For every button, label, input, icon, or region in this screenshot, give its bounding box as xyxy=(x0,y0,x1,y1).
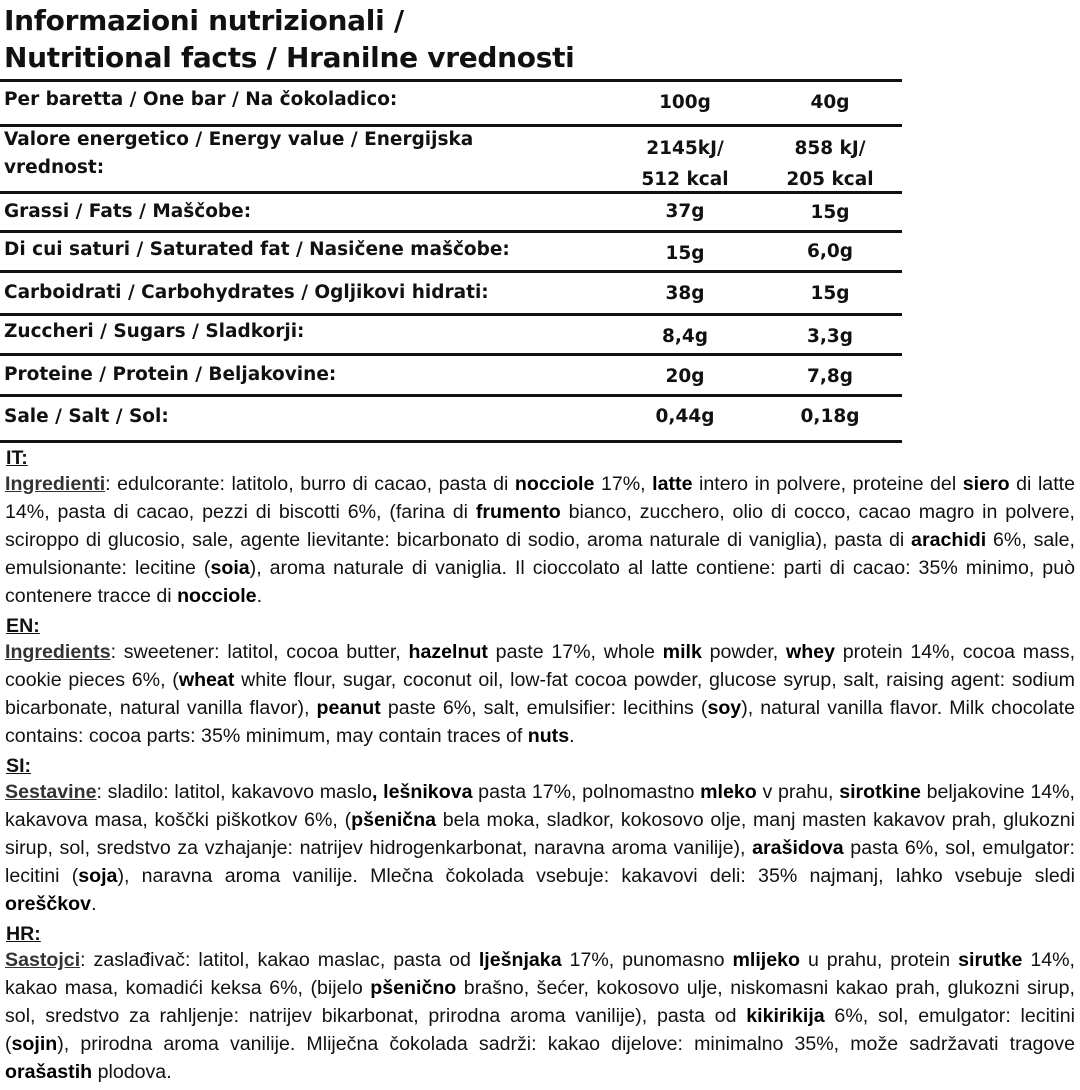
ingredients-paragraph xyxy=(5,778,1075,918)
allergen-term: sirotkine xyxy=(839,781,921,803)
table-row-fats xyxy=(0,194,902,233)
ingredients-text: . xyxy=(256,585,263,607)
allergen-term: peanut xyxy=(316,697,381,719)
value-per-40g: 0,18g xyxy=(800,406,860,427)
allergen-term: soja xyxy=(78,865,118,887)
ingredients-text: intero in polvere, proteine del xyxy=(692,473,963,495)
value-per-40g: 3,3g xyxy=(806,326,853,347)
ingredients-text: di latte 14%, pasta di cacao, pezzi di biscotti 6%, (farina di xyxy=(5,473,1075,523)
ingredients-text: bela moka, sladkor, kokosovo olje, manj masten kakavov prah, glukozni sirup, sol, sredstvo za vzhajanje: natrijev hidrogenkarbonat, naravna aroma vanilije), xyxy=(5,809,1075,859)
ingredients-text: ), naravna aroma vanilije. Mlečna čokolada vsebuje: kakavovi deli: 35% najmanj, lahko vsebuje sledi xyxy=(117,865,1075,887)
ingredients-hr xyxy=(5,922,1075,1086)
allergen-term: arachidi xyxy=(911,529,987,551)
language-label: EN: xyxy=(6,615,40,637)
table-row-salt xyxy=(0,397,902,443)
title-line-2: Nutritional facts / Hranilne vrednosti xyxy=(4,41,575,74)
language-label: IT: xyxy=(6,447,28,469)
language-label: SI: xyxy=(6,755,32,777)
allergen-term: , lešnikova xyxy=(372,781,473,803)
ingredients-text: brašno, šećer, kokosovo ulje, niskomasni kakao prah, glukozni sirup, sol, sredstvo za rahljenje: natrijev bikarbonat, prirodna aroma vanilije), pasta od xyxy=(5,977,1075,1027)
row-label: Zuccheri / Sugars / Sladkorji: xyxy=(4,321,305,342)
allergen-term: siero xyxy=(962,473,1010,495)
allergen-term: arašidova xyxy=(752,837,844,859)
ingredients-heading: Sestavine xyxy=(5,781,97,803)
ingredients-it xyxy=(5,446,1075,610)
row-label: Di cui saturi / Saturated fat / Nasičene maščobe: xyxy=(4,239,510,260)
row-label: Grassi / Fats / Maščobe: xyxy=(4,201,252,222)
table-row-protein xyxy=(0,356,902,397)
page-title xyxy=(4,2,574,76)
table-row-serving xyxy=(0,82,902,127)
ingredients-text: : sweetener: latitol, cocoa butter, xyxy=(110,641,409,663)
allergen-term: mlijeko xyxy=(732,949,801,971)
row-label xyxy=(4,126,473,182)
row-label: Proteine / Protein / Beljakovine: xyxy=(4,364,337,385)
allergen-term: sojin xyxy=(11,1033,58,1055)
allergen-term: mleko xyxy=(700,781,757,803)
allergen-term: pšenična xyxy=(351,809,437,831)
ingredients-text: . xyxy=(91,893,97,915)
value-kj: 858 kJ/ xyxy=(794,138,866,159)
table-row-energy xyxy=(0,127,902,194)
allergen-term: kikirikija xyxy=(746,1005,825,1027)
ingredients-paragraph xyxy=(5,638,1075,750)
value-per-100g: 38g xyxy=(665,283,705,304)
allergen-term: nuts xyxy=(527,725,570,747)
ingredients-text: paste 17%, whole xyxy=(487,641,663,663)
title-line-1: Informazioni nutrizionali / xyxy=(4,4,404,37)
allergen-term: nocciole xyxy=(514,473,595,495)
ingredients-text: ), aroma naturale di vaniglia. Il cioccolato al latte contiene: parti di cacao: 35% minimo, può contenere tracce di xyxy=(5,557,1075,607)
ingredients-section xyxy=(5,446,1075,1090)
nutrition-table xyxy=(0,79,902,443)
ingredients-text: 17%, punomasno xyxy=(561,949,733,971)
value-kcal: 205 kcal xyxy=(786,169,874,190)
ingredients-text: bianco, zucchero, olio di cocco, cacao magro in polvere, sciroppo di glucosio, sale, agente lievitante: bicarbonato di sodio, aroma naturale di vaniglia), pasta di xyxy=(5,501,1075,551)
allergen-term: oreščkov xyxy=(5,893,92,915)
ingredients-text: : edulcorante: latitolo, burro di cacao, pasta di xyxy=(105,473,515,495)
allergen-term: sirutke xyxy=(958,949,1023,971)
ingredients-text: pasta 6%, sol, emulgator: lecitini ( xyxy=(5,837,1075,887)
ingredients-text: plodova. xyxy=(92,1061,172,1083)
ingredients-text: v prahu, xyxy=(756,781,840,803)
value-per-40g: 15g xyxy=(810,202,850,223)
ingredients-text: . xyxy=(569,725,575,747)
allergen-term: soia xyxy=(210,557,250,579)
value-per-100g xyxy=(610,133,760,195)
table-row-carbohydrates xyxy=(0,273,902,316)
allergen-term: lješnjaka xyxy=(478,949,562,971)
ingredients-text: 6%, sale, emulsionante: lecitine ( xyxy=(5,529,1075,579)
allergen-term: soy xyxy=(707,697,742,719)
ingredients-text: white flour, sugar, coconut oil, low-fat cocoa powder, glucose syrup, salt, raising agent: sodium bicarbonate, natural vanilla flavor), xyxy=(5,669,1075,719)
allergen-term: wheat xyxy=(178,669,235,691)
value-per-100g: 37g xyxy=(665,201,705,222)
value-per-100g: 100g xyxy=(659,92,711,113)
ingredients-text: ), prirodna aroma vanilije. Mliječna čokolada sadrži: kakao dijelove: minimalno 35%, može sadržavati tragove xyxy=(57,1033,1075,1055)
ingredients-text: 17%, xyxy=(594,473,653,495)
value-per-40g: 15g xyxy=(810,283,850,304)
allergen-term: pšenično xyxy=(370,977,457,999)
value-per-100g: 20g xyxy=(665,366,705,387)
ingredients-paragraph xyxy=(5,946,1075,1086)
allergen-term: milk xyxy=(662,641,702,663)
value-kcal: 512 kcal xyxy=(641,169,729,190)
value-per-100g: 0,44g xyxy=(655,406,715,427)
value-per-100g: 15g xyxy=(665,243,705,264)
row-label: Per baretta / One bar / Na čokoladico: xyxy=(4,89,398,110)
value-per-40g: 6,0g xyxy=(806,241,853,262)
allergen-term: hazelnut xyxy=(408,641,488,663)
ingredients-text: 6%, sol, emulgator: lecitini ( xyxy=(5,1005,1075,1055)
allergen-term: frumento xyxy=(475,501,561,523)
ingredients-heading: Ingredients xyxy=(5,641,111,663)
allergen-term: orašastih xyxy=(5,1061,93,1083)
allergen-term: latte xyxy=(652,473,693,495)
ingredients-heading: Ingredienti xyxy=(5,473,106,495)
table-row-sugars xyxy=(0,316,902,356)
ingredients-text: pasta 17%, polnomastno xyxy=(472,781,701,803)
value-per-40g xyxy=(755,133,905,195)
allergen-term: whey xyxy=(785,641,835,663)
ingredients-heading: Sastojci xyxy=(5,949,81,971)
ingredients-text: : zaslađivač: latitol, kakao maslac, pasta od xyxy=(80,949,479,971)
ingredients-paragraph xyxy=(5,470,1075,610)
value-per-100g: 8,4g xyxy=(661,326,708,347)
ingredients-text: beljakovine 14%, kakavova masa, koščki piškotkov 6%, ( xyxy=(5,781,1076,831)
ingredients-text: paste 6%, salt, emulsifier: lecithins ( xyxy=(380,697,708,719)
row-label-line-1: Valore energetico / Energy value / Energijska xyxy=(4,129,474,150)
row-label: Sale / Salt / Sol: xyxy=(4,406,169,427)
value-kj: 2145kJ/ xyxy=(646,138,724,159)
ingredients-text: ), natural vanilla flavor. Milk chocolate contains: cocoa parts: 35% minimum, may contain traces of xyxy=(5,697,1075,747)
ingredients-en xyxy=(5,614,1075,750)
row-label: Carboidrati / Carbohydrates / Ogljikovi hidrati: xyxy=(4,282,489,303)
ingredients-text: powder, xyxy=(701,641,786,663)
ingredients-text: protein 14%, cocoa mass, cookie pieces 6%, ( xyxy=(5,641,1076,691)
language-label: HR: xyxy=(6,923,41,945)
ingredients-text: 14%, kakao masa, komadići keksa 6%, (bijelo xyxy=(5,949,1076,999)
value-per-40g: 40g xyxy=(810,92,850,113)
value-per-40g: 7,8g xyxy=(806,366,853,387)
ingredients-text: u prahu, protein xyxy=(800,949,959,971)
ingredients-text: : sladilo: latitol, kakavovo maslo xyxy=(96,781,372,803)
row-label-line-2: vrednost: xyxy=(4,157,105,178)
allergen-term: nocciole xyxy=(177,585,257,607)
table-row-saturated-fat xyxy=(0,233,902,273)
ingredients-si xyxy=(5,754,1075,918)
